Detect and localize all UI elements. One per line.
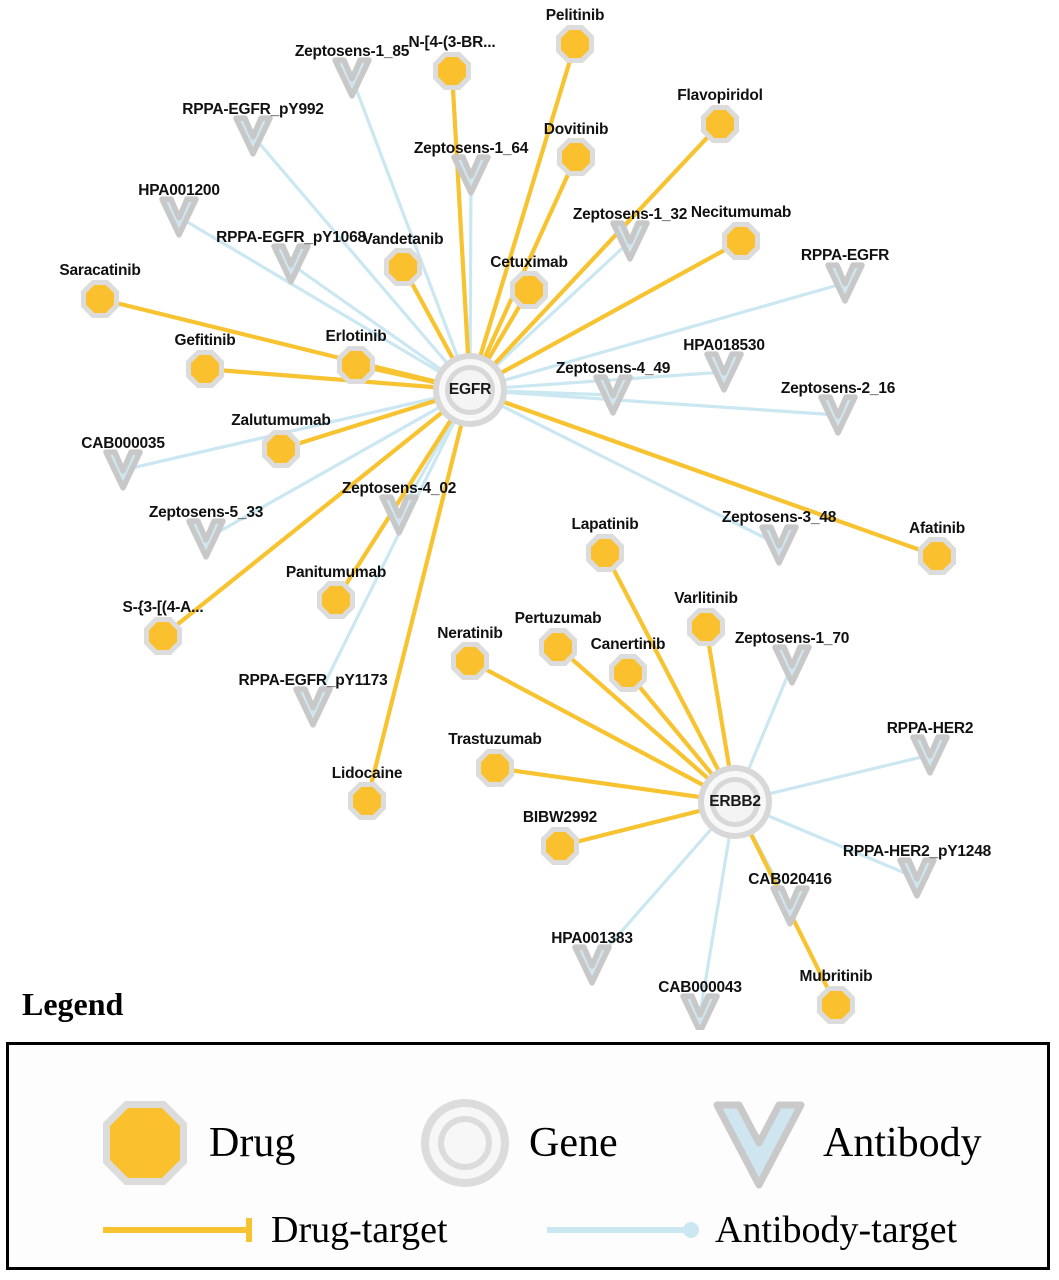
drug-edge [470,390,937,556]
legend-item-antibody [709,1093,982,1193]
antibody-node-label: RPPA-EGFR [800,247,890,264]
drug-node-label: Vandetanib [362,231,444,248]
antibody-node-label: CAB000035 [81,435,165,452]
legend-label-antibody-target: Antibody-target [715,1209,958,1251]
drug-node[interactable] [353,787,381,815]
antibody-node[interactable] [900,860,934,896]
antibody-node[interactable] [683,996,717,1030]
antibody-node-label: Zeptosens-1_64 [413,140,529,157]
drug-node-label: Panitumumab [285,564,387,581]
legend-label-gene: Gene [529,1120,618,1166]
drug-node-label: Cetuximab [490,254,568,271]
drug-node-label: Erlotinib [325,328,387,345]
antibody-icon [709,1093,809,1193]
legend-item-drug-target [101,1208,448,1252]
drug-edge [452,71,470,390]
legend-item-drug [95,1093,295,1193]
antibody-node-label: Zeptosens-1_70 [734,630,850,647]
antibody-node-label: HPA018530 [683,337,765,354]
antibody-node[interactable] [773,888,807,924]
drug-node[interactable] [591,539,619,567]
antibody-node[interactable] [106,452,140,488]
drug-node[interactable] [562,143,590,171]
drug-node[interactable] [86,285,114,313]
antibody-node-label: Zeptosens-1_32 [572,206,688,223]
drug-node-label: Neratinib [437,625,503,642]
drug-node-label: BIBW2992 [522,809,598,826]
drug-node-label: N-[4-(3-BR... [408,34,496,51]
drug-node[interactable] [149,622,177,650]
drug-node[interactable] [515,276,543,304]
drug-target-edge-icon [101,1215,261,1245]
drug-node[interactable] [706,110,734,138]
drug-node-label: Gefitinib [174,332,236,349]
antibody-node[interactable] [828,265,862,301]
drug-node[interactable] [546,832,574,860]
drug-edge [470,44,575,390]
drug-node-label: Lidocaine [331,765,403,782]
drug-node[interactable] [322,586,350,614]
antibody-node-label: Zeptosens-1_85 [294,43,410,60]
antibody-node[interactable] [162,199,196,235]
antibody-node-label: Zeptosens-2_16 [780,380,896,397]
drug-node[interactable] [561,30,589,58]
legend-label-drug: Drug [209,1120,296,1166]
drug-node[interactable] [438,57,466,85]
drug-node-label: S-{3-[(4-A... [122,599,204,616]
antibody-node-label: CAB000043 [658,979,742,996]
antibody-node-label: Zeptosens-4_49 [555,360,671,377]
drug-node[interactable] [191,355,219,383]
antibody-node-label: CAB020416 [748,871,832,888]
antibody-node-label: RPPA-EGFR_pY992 [182,101,324,118]
drug-node-label: Trastuzumab [448,731,542,748]
drug-node[interactable] [342,351,370,379]
drug-icon [95,1093,195,1193]
drug-node-label: Zalutumumab [231,412,331,429]
drug-node-label: Flavopiridol [677,87,763,104]
drug-node-label: Pelitinib [545,7,605,24]
antibody-node-label: HPA001383 [551,930,633,947]
antibody-node-label: RPPA-EGFR_pY1173 [238,672,388,689]
antibody-node[interactable] [913,737,947,773]
drug-node[interactable] [267,435,295,463]
drug-node-label: Lapatinib [571,516,639,533]
gene-icon [415,1093,515,1193]
drug-node-label: Varlitinib [674,590,738,607]
antibody-node[interactable] [189,521,223,557]
drug-node[interactable] [923,542,951,570]
drug-node[interactable] [481,754,509,782]
drug-node-label: Saracatinib [59,262,141,279]
drug-node[interactable] [692,613,720,641]
antibody-node-label: Zeptosens-3_48 [721,509,837,526]
antibody-node-label: RPPA-EGFR_pY1068 [216,229,366,246]
drug-node-label: Necitumumab [690,204,792,221]
legend-box [6,1042,1050,1270]
drug-node[interactable] [727,227,755,255]
legend-label-antibody: Antibody [823,1120,982,1166]
legend-title: Legend [22,986,124,1022]
antibody-node-label: RPPA-HER2_pY1248 [842,843,992,860]
drug-node[interactable] [456,647,484,675]
drug-node-label: Mubritinib [799,968,873,985]
antibody-node-label: RPPA-HER2 [886,720,974,737]
antibody-node-label: Zeptosens-5_33 [148,504,264,521]
antibody-edge [313,390,470,707]
antibody-node[interactable] [296,689,330,725]
drug-node[interactable] [389,253,417,281]
drug-node-label: Afatinib [908,520,966,537]
antibody-node[interactable] [775,647,809,683]
antibody-node-label: Zeptosens-4_02 [341,480,457,497]
antibody-target-edge-icon [545,1215,705,1245]
gene-node-label: EGFR [448,381,492,398]
gene-node-label: ERBB2 [709,793,761,810]
drug-node[interactable] [822,991,850,1019]
antibody-node-label: HPA001200 [138,182,220,199]
antibody-node[interactable] [762,527,796,563]
legend-label-drug-target: Drug-target [271,1209,448,1251]
antibody-node[interactable] [335,60,369,96]
drug-node-label: Dovitinib [543,121,609,138]
drug-node[interactable] [544,633,572,661]
drug-node[interactable] [614,659,642,687]
legend-item-antibody-target [545,1208,957,1252]
drug-node-label: Canertinib [590,636,666,653]
legend-item-gene [415,1093,618,1193]
drug-node-label: Pertuzumab [514,610,602,627]
antibody-node[interactable] [575,947,609,983]
